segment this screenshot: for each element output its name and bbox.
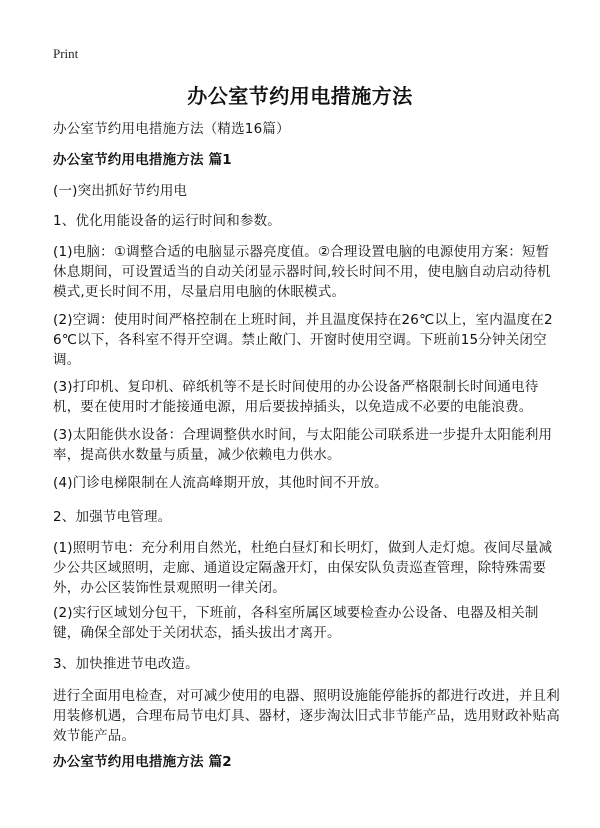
paragraph-highlight: (一)突出抓好节约用电 — [53, 183, 188, 199]
section-heading-1: 办公室节约用电措施方法 篇1 — [53, 152, 232, 168]
paragraph-zones: (2)实行区域划分包干，下班前，各科室所属区域要检查办公设备、电器及相关制键，确保全部处于关闭状态，插头拔出才离开。 — [53, 605, 539, 641]
paragraph-retrofit: 进行全面用电检查，对可减少使用的电器、照明设施能停能拆的都进行改进，并且利用装修机遇，合理布局节电灯具、器材，逐步淘汰旧式非节能产品，选用财政补贴高效节能产品。 — [53, 688, 560, 744]
paragraph-solar: (3)太阳能供水设备：合理调整供水时间，与太阳能公司联系进一步提升太阳能利用率，提高供水数量与质量，减少依赖电力供水。 — [53, 427, 553, 463]
paragraph-aircon: (2)空调：使用时间严格控制在上班时间，并且温度保持在26℃以上，室内温度在26℃以下，各科室不得开空调。禁止敞门、开窗时使用空调。下班前15分钟关闭空调。 — [53, 312, 553, 368]
paragraph-point-3: 3、加快推进节电改造。 — [53, 656, 199, 672]
paragraph-point-2: 2、加强节电管理。 — [53, 509, 172, 525]
section-heading-2: 办公室节约用电措施方法 篇2 — [53, 754, 232, 770]
paragraph-lighting: (1)照明节电：充分利用自然光，杜绝白昼灯和长明灯，做到人走灯熄。夜间尽量减少公共区域照明，走廊、通道设定隔盏开灯，由保安队负责巡查管理，除特殊需要外，办公区装饰性景观照明一律关闭。 — [53, 540, 553, 596]
document-title: 办公室节约用电措施方法 — [187, 84, 413, 108]
paragraph-point-1: 1、优化用能设备的运行时间和参数。 — [53, 213, 281, 229]
paragraph-computer: (1)电脑：①调整合适的电脑显示器亮度值。②合理设置电脑的电源使用方案：短暂休息期间，可设置适当的自动关闭显示器时间,较长时间不用，使电脑自动启动待机模式,更长时间不用，尽量启用电脑的休眠模式。 — [53, 244, 551, 300]
print-link[interactable]: Print — [53, 46, 79, 61]
document-subtitle: 办公室节约用电措施方法（精选16篇） — [53, 121, 290, 137]
paragraph-elevator: (4)门诊电梯限制在人流高峰期开放，其他时间不开放。 — [53, 475, 388, 491]
paragraph-printer: (3)打印机、复印机、碎纸机等不是长时间使用的办公设备严格限制长时间通电待机，要在使用时才能接通电源，用后要拔掉插头，以免造成不必要的电能浪费。 — [53, 379, 539, 415]
